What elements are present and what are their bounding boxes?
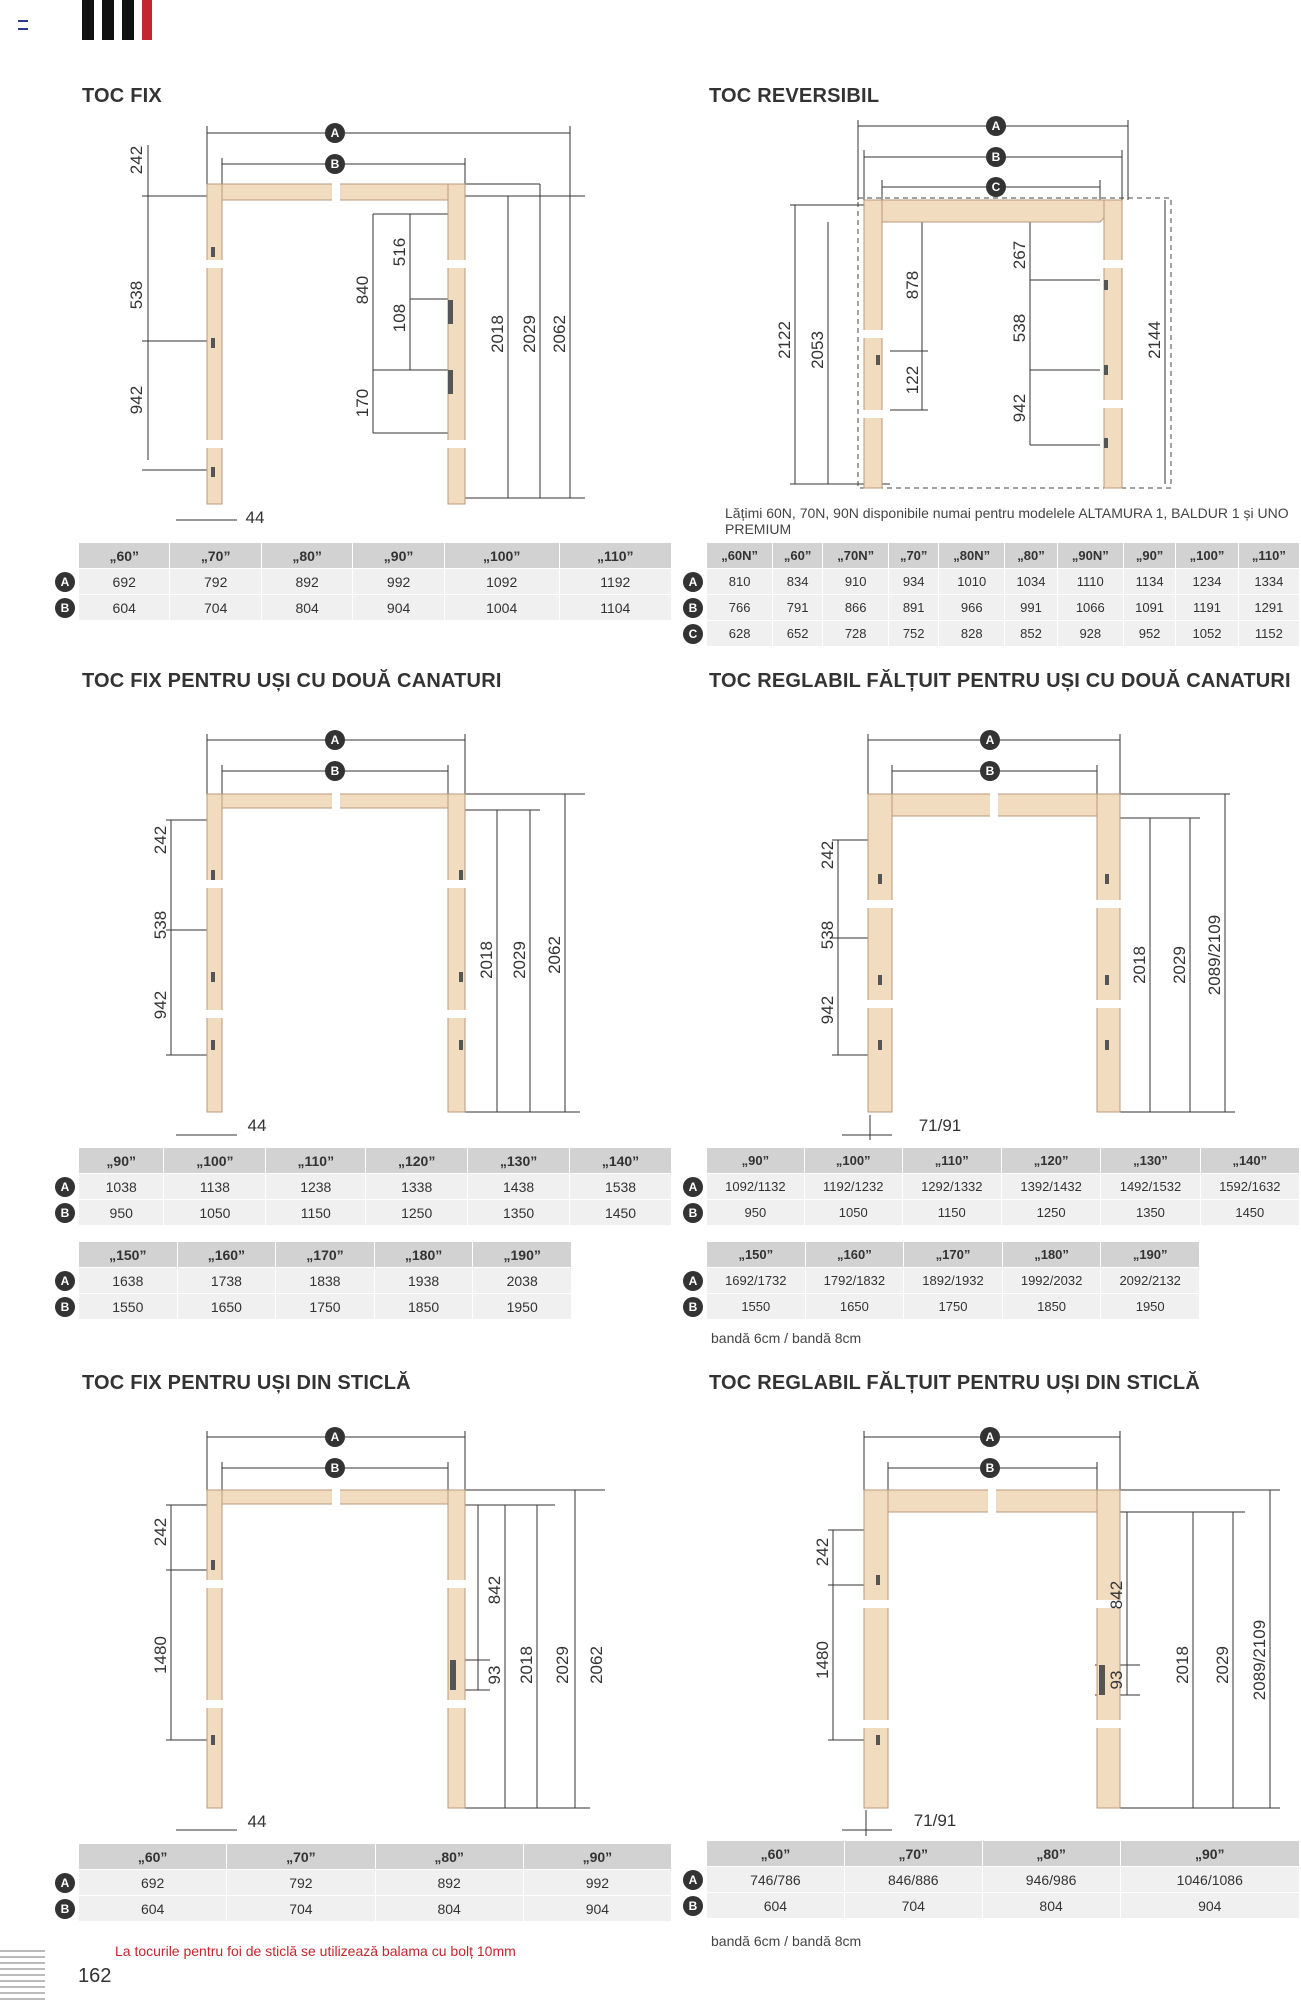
- svg-text:2029: 2029: [510, 941, 529, 979]
- svg-text:A: A: [985, 1430, 995, 1444]
- table-toc-fix-doua-1: „90” „100” „110” „120” „130” „140” A 1038 1138 1238 1338 1438 1538 B 950 1050 1150 1250 1350 1450: [52, 1147, 672, 1226]
- svg-text:242: 242: [813, 1537, 832, 1567]
- svg-text:44: 44: [247, 1812, 267, 1831]
- svg-text:93: 93: [485, 1665, 504, 1685]
- svg-text:B: B: [991, 150, 1001, 164]
- svg-text:538: 538: [151, 910, 170, 940]
- svg-text:2029: 2029: [1213, 1646, 1232, 1684]
- dim-2144: 2144: [1145, 321, 1164, 359]
- svg-text:A: A: [330, 1430, 340, 1444]
- reversibil-note: Lățimi 60N, 70N, 90N disponibile numai pentru modelele ALTAMURA 1, BALDUR 1 și UNO PREMIUM: [725, 505, 1289, 537]
- svg-text:2089/2109: 2089/2109: [1205, 914, 1224, 996]
- table-toc-reglabil-doua-2: „150” „160” „170” „180” „190” A 1692/1732 1792/1832 1892/1932 1992/2032 2092/2132 B 1550 1650 1750 1850 1950: [680, 1241, 1200, 1320]
- diagram-toc-fix-doua: [0, 720, 640, 1140]
- footer-stripes: [0, 1950, 45, 2000]
- table-toc-reversibil: „60N” „60” „70N” „70” „80N” „80” „90N” „90” „100” „110” A 810 834 910 934 1010 1034 1110 1134 1234 1334 B 766 791 866 891 966 991 1066 1091 1191 1291 C 628 652 728 752 828 852 928 952 1052 1152: [680, 542, 1300, 647]
- table-toc-fix-doua-2: „150” „160” „170” „180” „190” A 1638 1738 1838 1938 2038 B 1550 1650 1750 1850 1950: [52, 1241, 572, 1320]
- dim-2122: 2122: [775, 321, 794, 359]
- svg-text:242: 242: [151, 825, 170, 855]
- svg-text:A: A: [330, 733, 340, 747]
- menu-icon[interactable]: [18, 20, 28, 30]
- svg-text:242: 242: [151, 1517, 170, 1547]
- svg-text:A: A: [985, 733, 995, 747]
- diagram-toc-reglabil-sticla: [640, 1420, 1301, 1840]
- dim-516: 516: [390, 237, 409, 267]
- svg-text:942: 942: [151, 990, 170, 1020]
- svg-text:2018: 2018: [1130, 946, 1149, 984]
- page-number: 162: [78, 1965, 112, 1987]
- diagram-toc-fix-sticla: [0, 1420, 640, 1840]
- svg-text:2029: 2029: [553, 1646, 572, 1684]
- section-title-toc-reglabil-doua: TOC REGLABIL FĂLȚUIT PENTRU UȘI CU DOUĂ CANATURI: [709, 670, 1291, 692]
- svg-text:2089/2109: 2089/2109: [1250, 1619, 1269, 1701]
- section-title-toc-fix-sticla: TOC FIX PENTRU UȘI DIN STICLĂ: [82, 1372, 411, 1394]
- svg-text:2018: 2018: [1173, 1646, 1192, 1684]
- dim-267: 267: [1010, 240, 1029, 270]
- svg-text:A: A: [991, 119, 1001, 133]
- page-header: [0, 0, 1301, 50]
- brand-logo: [82, 0, 162, 40]
- svg-text:71/91: 71/91: [918, 1116, 962, 1135]
- svg-text:B: B: [330, 1461, 340, 1475]
- table-toc-reglabil-doua-1: „90” „100” „110” „120” „130” „140” A 1092/1132 1192/1232 1292/1332 1392/1432 1492/1532 1592/1632 B 950 1050 1150 1250 1350 1450: [680, 1147, 1300, 1226]
- table-toc-fix-sticla: „60” „70” „80” „90” A 692 792 892 992 B 604 704 804 904: [52, 1843, 672, 1922]
- diagram-toc-fix: [0, 100, 640, 540]
- dim-538: 538: [1010, 313, 1029, 343]
- svg-text:2018: 2018: [517, 1646, 536, 1684]
- dim-840: 840: [353, 275, 372, 305]
- dim-2062: 2062: [550, 315, 569, 353]
- dim-538: 538: [127, 280, 146, 310]
- dim-942: 942: [127, 385, 146, 415]
- dim-2018: 2018: [488, 315, 507, 353]
- section-title-toc-reversibil: TOC REVERSIBIL: [709, 85, 880, 107]
- svg-text:71/91: 71/91: [913, 1811, 957, 1830]
- dim-242: 242: [127, 145, 146, 175]
- svg-text:2029: 2029: [1170, 946, 1189, 984]
- svg-text:93: 93: [1107, 1670, 1126, 1690]
- dim-108: 108: [390, 303, 409, 333]
- dim-170: 170: [353, 388, 372, 418]
- table-toc-fix: „60” „70” „80” „90” „100” „110” A 692 792 892 992 1092 1192 B 604 704 804 904 1004 1104: [52, 542, 672, 621]
- svg-text:B: B: [985, 1461, 995, 1475]
- svg-text:B: B: [985, 764, 995, 778]
- diagram-toc-reversibil: [640, 100, 1301, 500]
- svg-text:842: 842: [485, 1575, 504, 1605]
- section-title-toc-reglabil-sticla: TOC REGLABIL FĂLȚUIT PENTRU UȘI DIN STICLĂ: [709, 1372, 1200, 1394]
- label-b: B: [330, 157, 340, 171]
- dim-44: 44: [245, 508, 265, 527]
- dim-2053: 2053: [808, 331, 827, 369]
- svg-text:44: 44: [247, 1116, 267, 1135]
- svg-text:2062: 2062: [587, 1646, 606, 1684]
- dim-942: 942: [1010, 393, 1029, 423]
- svg-text:B: B: [330, 764, 340, 778]
- svg-text:1480: 1480: [813, 1641, 832, 1679]
- svg-text:842: 842: [1107, 1580, 1126, 1610]
- diagram-toc-reglabil-doua: [640, 720, 1301, 1140]
- reglabil-sticla-note: bandă 6cm / bandă 8cm: [711, 1933, 862, 1949]
- section-title-toc-fix-doua: TOC FIX PENTRU UȘI CU DOUĂ CANATURI: [82, 670, 502, 692]
- sticla-note: La tocurile pentru foi de sticlă se utilizează balama cu bolț 10mm: [115, 1943, 516, 1959]
- svg-text:C: C: [991, 180, 1001, 194]
- table-toc-reglabil-sticla: „60” „70” „80” „90” A 746/786 846/886 946/986 1046/1086 B 604 704 804 904: [680, 1840, 1300, 1919]
- reglabil-doua-note: bandă 6cm / bandă 8cm: [711, 1330, 862, 1346]
- dim-122: 122: [903, 365, 922, 395]
- label-a: A: [330, 126, 340, 140]
- svg-text:2062: 2062: [545, 936, 564, 974]
- svg-text:538: 538: [818, 920, 837, 950]
- dim-2029: 2029: [520, 315, 539, 353]
- svg-text:2018: 2018: [477, 941, 496, 979]
- dim-878: 878: [903, 270, 922, 300]
- section-title-toc-fix: TOC FIX: [82, 85, 162, 107]
- svg-text:242: 242: [818, 840, 837, 870]
- svg-text:1480: 1480: [151, 1636, 170, 1674]
- svg-text:942: 942: [818, 995, 837, 1025]
